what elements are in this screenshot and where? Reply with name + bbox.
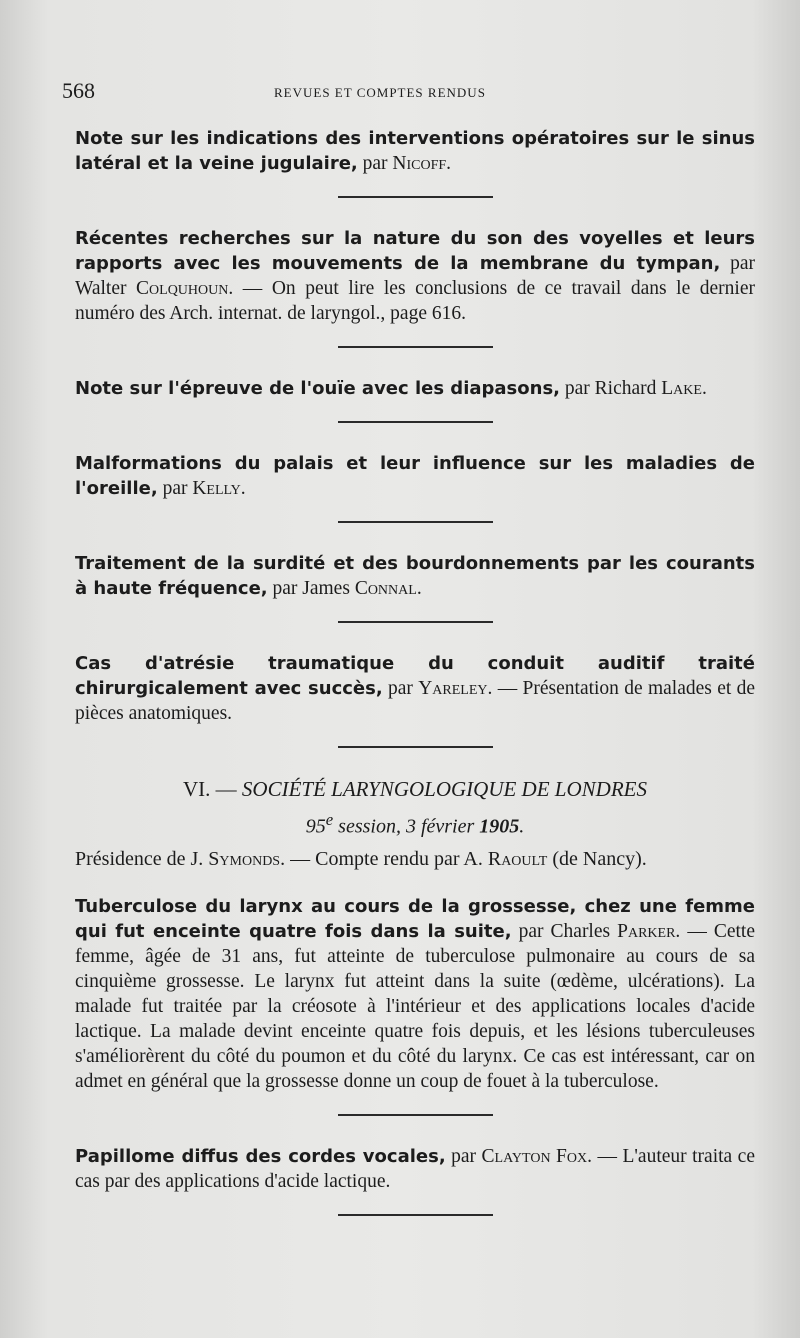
page-number: 568 [62, 78, 95, 103]
page-content [75, 126, 755, 1244]
separator-rule [338, 421, 493, 423]
separator-rule [338, 196, 493, 198]
session-line: 95e session, 3 février 1905. [305, 810, 525, 838]
separator-rule [338, 1214, 493, 1216]
entry-colquhoun: Récentes recherches sur la nature du son des voyelles et leurs rapports avec les mouvements de la membrane du tympan, par Walter Colquhoun. — On peut lire les conclusions de ce travail dans le dernier numéro des Arch. internat. de laryngol., page 616. [75, 228, 755, 324]
separator-rule [338, 746, 493, 748]
entry-clayton-fox: Papillome diffus des cordes vocales, par Clayton Fox. — L'auteur traita ce cas par des applications d'acide lactique. [75, 1145, 755, 1192]
entry-nicoff: Note sur les indications des interventions opératoires sur le sinus latéral et la veine jugulaire, par Nicoff. [75, 128, 755, 174]
separator-rule [338, 1114, 493, 1116]
separator-rule [338, 621, 493, 623]
page-header [62, 78, 752, 108]
entry-lake: Note sur l'épreuve de l'ouïe avec les diapasons, par Richard Lake. [75, 378, 707, 399]
running-head: REVUES ET COMPTES RENDUS [274, 85, 486, 100]
entry-kelly: Malformations du palais et leur influence sur les maladies de l'oreille, par Kelly. [75, 453, 755, 499]
entry-yareley: Cas d'atrésie traumatique du conduit auditif traité chirurgicalement avec succès, par Yareley. — Présentation de malades et de pièces anatomiques. [75, 653, 755, 724]
separator-rule [338, 346, 493, 348]
section-heading: VI. — SOCIÉTÉ LARYNGOLOGIQUE DE LONDRES [183, 777, 647, 801]
entry-parker: Tuberculose du larynx au cours de la grossesse, chez une femme qui fut enceinte quatre fois dans la suite, par Charles Parker. — Cette femme, âgée de 31 ans, fut atteinte de tuberculose pulmonaire au cours de sa cinquième grossesse. Le larynx fut atteint dans la suite (œdème, ulcérations). La malade fut traitée par la créosote à l'intérieur et des applications locales d'acide lactique. La malade devint enceinte quatre fois depuis, et les lésions tuberculeuses s'améliorèrent du côté du poumon et du côté du larynx. Ce cas est intéressant, car on admet en général que la grossesse donne un coup de fouet à la tuberculose. [75, 895, 755, 1092]
entry-connal: Traitement de la surdité et des bourdonnements par les courants à haute fréquence, par James Connal. [75, 553, 755, 599]
separator-rule [338, 521, 493, 523]
presidence-line: Présidence de J. Symonds. — Compte rendu par A. Raoult (de Nancy). [75, 847, 647, 870]
